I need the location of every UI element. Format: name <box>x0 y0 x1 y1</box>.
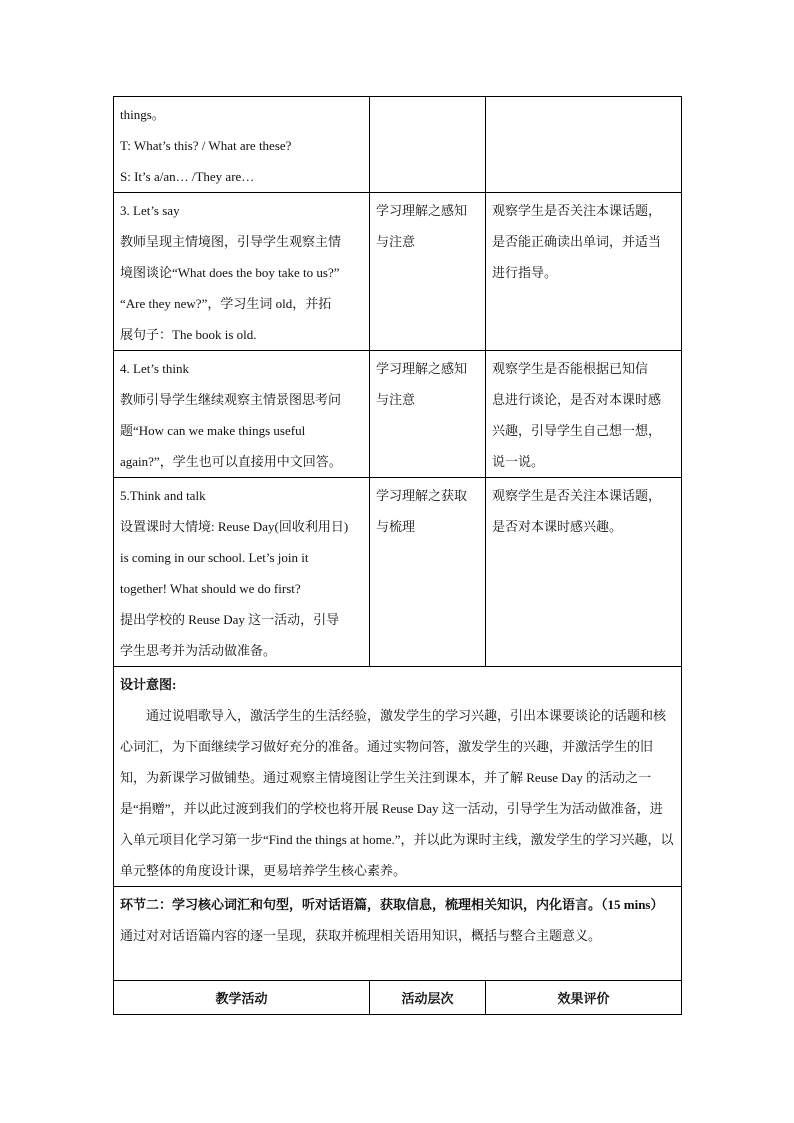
header-activity: 教学活动 <box>114 981 370 1015</box>
activity-line: 境图谈论“What does the boy take to us?” <box>120 265 340 280</box>
activity-line: together! What should we do first? <box>120 581 301 596</box>
activity-line: 教师引导学生继续观察主情景图思考问 <box>120 392 342 407</box>
level-line: 与梳理 <box>376 519 416 534</box>
activity-line: T: What’s this? / What are these? <box>120 138 292 153</box>
level-line: 学习理解之感知 <box>376 203 468 218</box>
activity-line: 题“How can we make things useful <box>120 423 306 438</box>
lesson-plan-table <box>113 96 682 1015</box>
section-title: 环节二：学习核心词汇和句型，听对话语篇，获取信息，梳理相关知识，内化语言。（15 mins） <box>120 897 664 912</box>
evaluation-cell <box>486 478 682 667</box>
evaluation-line: 观察学生是否关注本课话题， <box>492 488 662 503</box>
activity-line: 教师呈现主情境图，引导学生观察主情 <box>120 234 342 249</box>
activity-line: S: It’s a/an… /They are… <box>120 169 255 184</box>
activity-line: 学生思考并为活动做准备。 <box>120 643 277 658</box>
header-evaluation: 效果评价 <box>486 981 682 1015</box>
design-intent-row <box>114 667 682 887</box>
activity-line: is coming in our school. Let’s join it <box>120 550 309 565</box>
section-row <box>114 887 682 981</box>
table-header-row <box>114 981 682 1015</box>
activity-line: again?”，学生也可以直接用中文回答。 <box>120 454 342 469</box>
design-intent-cell <box>114 667 682 887</box>
evaluation-line: 进行指导。 <box>492 265 558 280</box>
level-cell <box>370 193 486 351</box>
evaluation-line: 息进行谈论，是否对本课时感 <box>492 392 662 407</box>
activity-row <box>114 351 682 478</box>
evaluation-cell <box>486 351 682 478</box>
evaluation-line: 是否对本课时感兴趣。 <box>492 519 623 534</box>
activity-line: 4. Let’s think <box>120 361 189 376</box>
activity-row <box>114 193 682 351</box>
evaluation-cell <box>486 97 682 193</box>
evaluation-line: 观察学生是否关注本课话题， <box>492 203 662 218</box>
evaluation-line: 是否能正确读出单词，并适当 <box>492 234 662 249</box>
activity-cell <box>114 97 370 193</box>
evaluation-cell <box>486 193 682 351</box>
activity-row <box>114 478 682 667</box>
activity-line: things。 <box>120 107 165 122</box>
level-line: 与注意 <box>376 392 416 407</box>
section-description: 通过对对话语篇内容的逐一呈现，获取并梳理相关语用知识，概括与整合主题意义。 <box>120 928 602 943</box>
level-line: 学习理解之获取 <box>376 488 468 503</box>
design-intent-title: 设计意图: <box>120 677 177 692</box>
activity-line: 设置课时大情境: Reuse Day(回收利用日) <box>120 519 349 534</box>
header-level: 活动层次 <box>370 981 486 1015</box>
evaluation-line: 观察学生是否能根据已知信 <box>492 361 649 376</box>
evaluation-line: 说一说。 <box>492 454 545 469</box>
activity-cell <box>114 351 370 478</box>
level-line: 与注意 <box>376 234 416 249</box>
activity-line: 3. Let’s say <box>120 203 180 218</box>
evaluation-line: 兴趣，引导学生自己想一想， <box>492 423 662 438</box>
level-cell <box>370 478 486 667</box>
level-cell <box>370 97 486 193</box>
level-line: 学习理解之感知 <box>376 361 468 376</box>
activity-line: “Are they new?”，学习生词 old，并拓 <box>120 296 332 311</box>
activity-row <box>114 97 682 193</box>
activity-line: 5.Think and talk <box>120 488 206 503</box>
activity-cell <box>114 193 370 351</box>
activity-line: 展句子：The book is old. <box>120 327 257 342</box>
design-intent-body: 通过说唱歌导入，激活学生的生活经验，激发学生的学习兴趣，引出本课要谈论的话题和核心词汇，为下面继续学习做好充分的准备。通过实物问答，激发学生的兴趣，并激活学生的旧知，为新课学习做铺垫。通过观察主情境图让学生关注到课本，并了解 Reuse Day 的活动之一是“捐赠”，并以此过渡到我们的学校也将开展 Reuse Day 这一活动，引导学生为活动做准备，进入单元项目化学习第一步“Find the things at home.”，并以此为课时主线，激发学生的学习兴趣，以单元整体的角度设计课，更易培养学生核心素养。 <box>120 708 674 878</box>
section-cell <box>114 887 682 981</box>
activity-cell <box>114 478 370 667</box>
activity-line: 提出学校的 Reuse Day 这一活动，引导 <box>120 612 340 627</box>
level-cell <box>370 351 486 478</box>
